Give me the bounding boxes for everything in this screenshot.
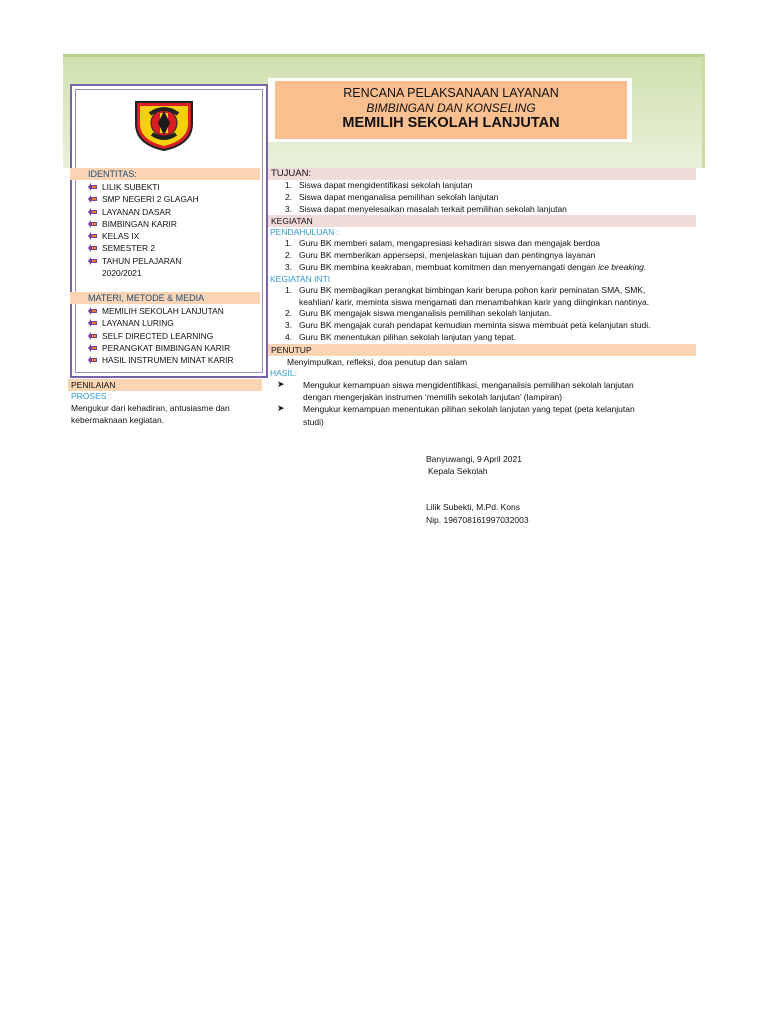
arrow-bullet-icon xyxy=(88,332,97,340)
arrow-bullet-icon xyxy=(88,257,97,265)
hasil-item: ➤ Mengukur kemampuan menentukan pilihan sekolah lanjutan yang tepat (peta kelanjutan studi) xyxy=(277,403,635,427)
kegiatan-heading: KEGIATAN xyxy=(268,215,696,227)
inti-label: KEGIATAN INTI xyxy=(270,273,331,284)
arrow-bullet-icon xyxy=(88,195,97,203)
pendahuluan-item: 1. Guru BK memberi salam, mengapresiasi kehadiran siswa dan mengajak berdoa xyxy=(285,238,600,249)
chevron-right-icon: ➤ xyxy=(277,403,285,414)
pendahuluan-list xyxy=(268,238,696,273)
arrow-bullet-icon xyxy=(88,183,97,191)
pendahuluan-item: 2. Guru BK memberikan appersepsi, menjelaskan tujuan dan pentingnya layanan xyxy=(285,250,596,261)
hasil-list xyxy=(268,379,696,428)
materi-section xyxy=(70,292,260,366)
tujuan-list xyxy=(268,180,696,215)
inti-item-cont: keahlian/ karir, meminta siswa mengamati dan menambahkan karir yang diinginkan nantinya. xyxy=(299,296,650,307)
title-line-3: MEMILIH SEKOLAH LANJUTAN xyxy=(342,115,560,131)
arrow-bullet-icon xyxy=(88,244,97,252)
penutup-heading: PENUTUP xyxy=(268,344,696,356)
penutup-text: Menyimpulkan, refleksi, doa penutup dan salam xyxy=(287,356,468,367)
hasil-heading: HASIL: xyxy=(270,367,297,378)
school-logo xyxy=(130,96,198,152)
materi-item: LAYANAN LURING xyxy=(86,317,260,329)
tujuan-item: 3. Siswa dapat menyelesaikan masalah terkait pemilihan sekolah lanjutan xyxy=(285,203,567,214)
identitas-item: LAYANAN DASAR xyxy=(86,206,260,218)
content-column xyxy=(268,168,696,428)
title-line-1: RENCANA PELAKSANAAN LAYANAN xyxy=(343,86,559,100)
signature-name: Lilik Subekti, M.Pd. Kons xyxy=(426,502,521,513)
penilaian-sub: PROSES : xyxy=(71,391,112,401)
signature-role: Kepala Sekolah xyxy=(428,466,488,477)
tujuan-item: 2. Siswa dapat menganalisa pemilihan sekolah lanjutan xyxy=(285,191,499,202)
identitas-item: BIMBINGAN KARIR xyxy=(86,218,260,230)
materi-item: HASIL INSTRUMEN MINAT KARIR xyxy=(86,354,260,366)
penilaian-heading: PENILAIAN xyxy=(68,379,262,391)
inti-item: 2. Guru BK mengajak siswa menganalisis pemilihan sekolah lanjutan. xyxy=(285,308,552,319)
arrow-bullet-icon xyxy=(88,232,97,240)
identitas-year: 2020/2021 xyxy=(102,268,142,279)
title-box xyxy=(268,78,632,142)
identitas-heading: IDENTITAS: xyxy=(70,168,260,180)
identitas-item: LILIK SUBEKTI xyxy=(86,181,260,193)
identitas-list xyxy=(86,181,260,279)
materi-heading: MATERI, METODE & MEDIA xyxy=(70,292,260,304)
arrow-bullet-icon xyxy=(88,356,97,364)
inti-list xyxy=(268,285,696,344)
identitas-item: SMP NEGERI 2 GLAGAH xyxy=(86,193,260,205)
inti-item: 4. Guru BK menentukan pilihan sekolah lanjutan yang tepat. xyxy=(285,331,516,342)
tujuan-item: 1. Siswa dapat mengidentifikasi sekolah lanjutan xyxy=(285,180,473,190)
identitas-section xyxy=(70,168,260,279)
materi-item: SELF DIRECTED LEARNING xyxy=(86,330,260,342)
arrow-bullet-icon xyxy=(88,307,97,315)
signature-block xyxy=(426,453,626,526)
inti-item: 3. Guru BK mengajak curah pendapat kemudian meminta siswa membuat peta kelanjutan studi. xyxy=(285,320,651,331)
title-panel xyxy=(275,81,627,139)
arrow-bullet-icon xyxy=(88,208,97,216)
arrow-bullet-icon xyxy=(88,344,97,352)
penilaian-line-2: kebermaknaan kegiatan. xyxy=(71,415,165,426)
penilaian-line-1: Mengukur dari kehadiran, antusiasme dan xyxy=(71,403,230,413)
signature-place-date: Banyuwangi, 9 April 2021 xyxy=(426,454,522,464)
arrow-bullet-icon xyxy=(88,220,97,228)
materi-list xyxy=(86,305,260,366)
pendahuluan-item: 3. Guru BK membina keakraban, membuat komitmen dan menyemangati dengan ice breaking. xyxy=(285,261,647,272)
materi-item: PERANGKAT BIMBINGAN KARIR xyxy=(86,342,260,354)
identitas-item: SEMESTER 2 xyxy=(86,242,260,254)
materi-item: MEMILIH SEKOLAH LANJUTAN xyxy=(86,305,260,317)
penilaian-section xyxy=(68,379,262,426)
signature-nip: Nip. 196708161997032003 xyxy=(426,514,529,525)
title-line-2: BIMBINGAN DAN KONSELING xyxy=(366,101,536,115)
pendahuluan-label: PENDAHULUAN : xyxy=(270,227,339,238)
inti-item: 1. Guru BK membagikan perangkat bimbingan karir berupa pohon karir peminatan SMA, SMK, xyxy=(285,284,646,295)
tujuan-heading: TUJUAN: xyxy=(268,168,696,180)
arrow-bullet-icon xyxy=(88,319,97,327)
identitas-item: TAHUN PELAJARAN xyxy=(86,255,260,267)
hasil-item: ➤ Mengukur kemampuan siswa mengidentifikasi, menganalisis pemilihan sekolah lanjutan dengan mengerjakan instrumen ‘memilih sekolah lanjutan’ (lampiran) xyxy=(277,378,634,403)
identitas-item: KELAS IX xyxy=(86,230,260,242)
chevron-right-icon: ➤ xyxy=(277,378,285,389)
